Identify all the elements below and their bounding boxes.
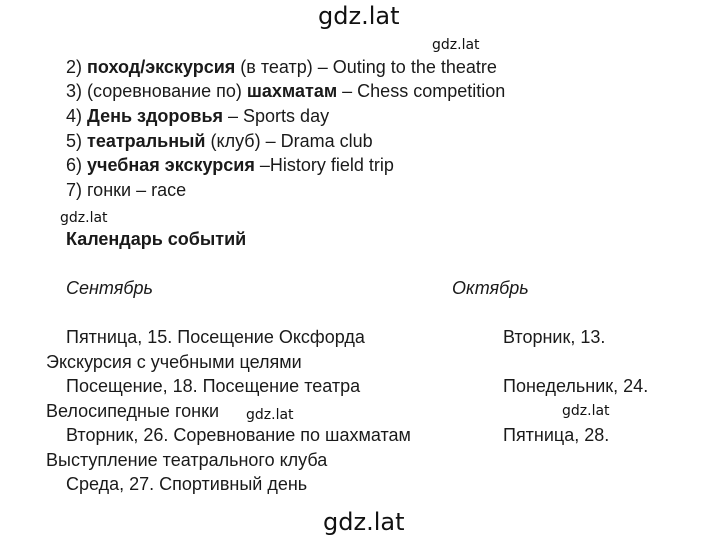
vocab-translation: – Sports day xyxy=(223,106,330,126)
calendar-row: Вторник, 26. Соревнование по шахматам xyxy=(66,425,411,445)
vocab-translation: (клуб) – Drama club xyxy=(205,131,373,151)
vocab-russian-bold: поход/экскурсия xyxy=(87,57,236,77)
month-september: Сентябрь xyxy=(66,278,153,298)
calendar-october-row: Вторник, 13. xyxy=(503,327,606,347)
vocab-russian-bold: учебная экскурсия xyxy=(87,155,255,175)
vocab-number: 4) xyxy=(66,106,83,126)
vocab-russian-bold: День здоровья xyxy=(87,106,224,126)
vocab-item-3 xyxy=(66,80,505,102)
vocab-item-5 xyxy=(66,130,373,152)
calendar-row: Велосипедные гонки xyxy=(46,401,219,421)
calendar-row: Среда, 27. Спортивный день xyxy=(66,474,308,494)
calendar-row: Пятница, 15. Посещение Оксфорда xyxy=(66,327,365,347)
watermark-top: gdz.lat xyxy=(318,2,400,30)
vocab-number: 5) xyxy=(66,131,83,151)
calendar-row: Экскурсия с учебными целями xyxy=(46,352,302,372)
vocab-number: 6) xyxy=(66,155,83,175)
calendar-october-row: Пятница, 28. xyxy=(503,425,610,445)
calendar-october-row: Понедельник, 24. xyxy=(503,376,649,396)
watermark-small-4: gdz.lat xyxy=(562,403,610,419)
vocab-number: 2) xyxy=(66,57,83,77)
vocab-translation: –History field trip xyxy=(254,155,394,175)
vocab-number: 7) xyxy=(66,180,83,200)
vocab-translation: (в театр) – Outing to the theatre xyxy=(235,57,497,77)
vocab-text: гонки – race xyxy=(82,180,187,200)
vocab-russian-bold: шахматам xyxy=(246,81,338,101)
vocab-russian-bold: театральный xyxy=(87,131,206,151)
watermark-small-3: gdz.lat xyxy=(246,407,294,423)
vocab-item-7 xyxy=(66,179,186,201)
vocab-item-2 xyxy=(66,56,497,78)
watermark-small-2: gdz.lat xyxy=(60,210,108,226)
vocab-number: 3) xyxy=(66,81,83,101)
month-october: Октябрь xyxy=(452,278,529,298)
vocab-item-6 xyxy=(66,154,394,176)
vocab-translation: – Chess competition xyxy=(337,81,506,101)
calendar-row: Посещение, 18. Посещение театра xyxy=(66,376,361,396)
vocab-item-4 xyxy=(66,105,329,127)
calendar-title: Календарь событий xyxy=(66,229,247,249)
vocab-russian-prefix: (соревнование по) xyxy=(82,81,247,101)
watermark-bottom: gdz.lat xyxy=(323,508,405,536)
watermark-small-1: gdz.lat xyxy=(432,37,480,53)
calendar-row: Выступление театрального клуба xyxy=(46,450,328,470)
